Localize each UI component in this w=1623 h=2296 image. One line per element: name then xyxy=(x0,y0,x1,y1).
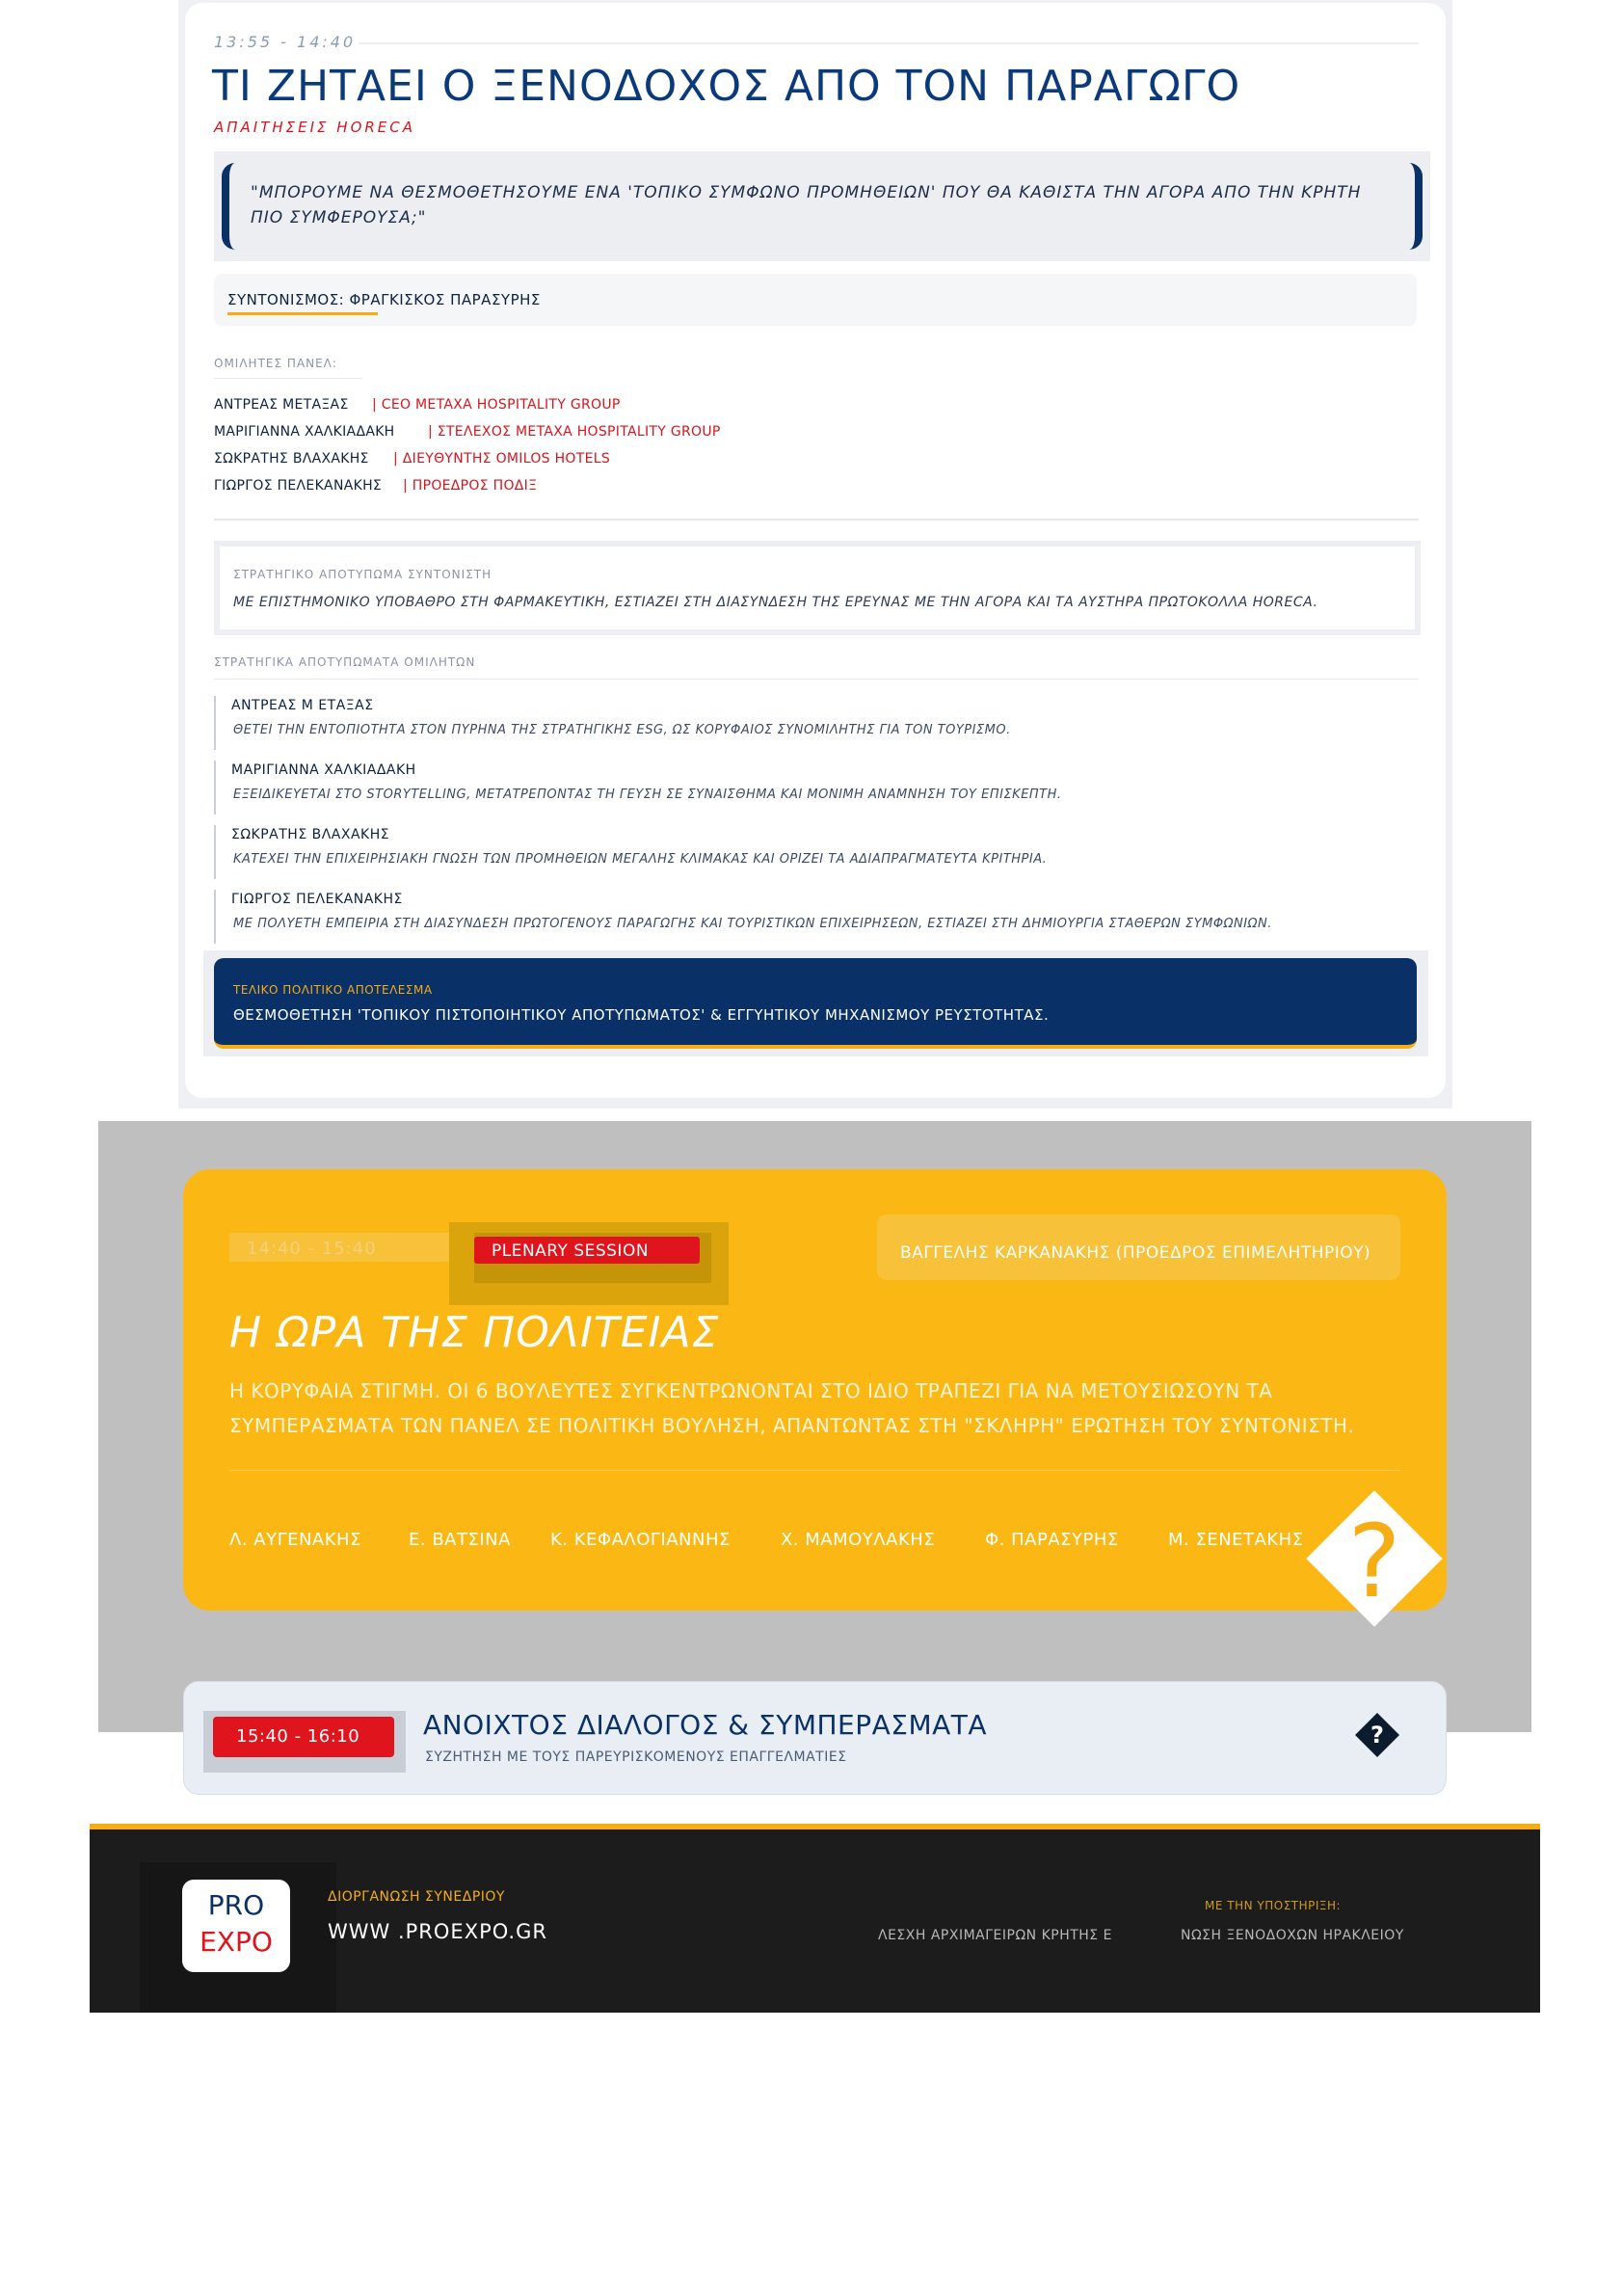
plenary-card xyxy=(183,1169,1447,1611)
speaker-profiles-line xyxy=(214,679,1419,680)
section-divider xyxy=(214,519,1419,521)
plenary-moderator-box xyxy=(877,1215,1400,1280)
dialog-time-badge xyxy=(213,1717,394,1757)
speaker-name: ΣΩΚΡΑΤΗΣ ΒΛΑΧΑΚΗΣ xyxy=(214,451,369,467)
key-question-frame xyxy=(222,163,1423,250)
organizer-website[interactable]: WWW .PROEXPO.GR xyxy=(328,1920,547,1943)
speaker-profile-name: ΣΩΚΡΑΤΗΣ ΒΛΑΧΑΚΗΣ xyxy=(231,827,390,842)
moderator-profile-inner xyxy=(220,547,1415,629)
speaker-profile-text: ΘΕΤΕΙ ΤΗΝ ΕΝΤΟΠΙΟΤΗΤΑ ΣΤΟΝ ΠΥΡΗΝΑ ΤΗΣ ΣΤΡΑΤΗΓΙΚΗΣ ESG, ΩΣ ΚΟΡΥΦΑΙΟΣ ΣΥΝΟΜΙΛΗΤΗΣ ΓΙΑ ΤΟΝ ΤΟΥΡΙΣΜΟ. xyxy=(233,723,1011,737)
plenary-description: Η ΚΟΡΥΦΑΙΑ ΣΤΙΓΜΗ. ΟΙ 6 ΒΟΥΛΕΥΤΕΣ ΣΥΓΚΕΝΤΡΩΝΟΝΤΑΙ ΣΤΟ ΙΔΙΟ ΤΡΑΠΕΖΙ ΓΙΑ ΝΑ ΜΕΤΟΥΣΙΩΣΟΥΝ ΤΑ ΣΥΜΠΕΡΑΣΜΑΤΑ ΤΩΝ ΠΑΝΕΛ ΣΕ ΠΟΛΙΤΙΚΗ ΒΟΥΛΗΣΗ, ΑΠΑΝΤΩΝΤΑΣ ΣΤΗ "ΣΚΛΗΡΗ" ΕΡΩΤΗΣΗ ΤΟΥ ΣΥΝΤΟΝΙΣΤΗ. xyxy=(229,1379,1355,1437)
question-mark-icon: ? xyxy=(1347,1503,1401,1620)
plenary-title: Η ΩΡΑ ΤΗΣ ΠΟΛΙΤΕΙΑΣ xyxy=(229,1308,720,1357)
supporter-name: ΝΩΣΗ ΞΕΝΟΔΟΧΩΝ ΗΡΑΚΛΕΙΟΥ xyxy=(1181,1928,1404,1943)
plenary-moderator: ΒΑΓΓΕΛΗΣ ΚΑΡΚΑΝΑΚΗΣ (ΠΡΟΕΔΡΟΣ ΕΠΙΜΕΛΗΤΗΡΙΟΥ) xyxy=(900,1243,1371,1263)
dialog-subtitle: ΣΥΖΗΤΗΣΗ ΜΕ ΤΟΥΣ ΠΑΡΕΥΡΙΣΚΟΜΕΝΟΥΣ ΕΠΑΓΓΕΛΜΑΤΙΕΣ xyxy=(425,1749,847,1765)
footer xyxy=(90,1829,1540,2013)
speaker-profile-text: ΚΑΤΕΧΕΙ ΤΗΝ ΕΠΙΧΕΙΡΗΣΙΑΚΗ ΓΝΩΣΗ ΤΩΝ ΠΡΟΜΗΘΕΙΩΝ ΜΕΓΑΛΗΣ ΚΛΙΜΑΚΑΣ ΚΑΙ ΟΡΙΖΕΙ ΤΑ ΑΔΙΑΠΡΑΓΜΑΤΕΥΤΑ ΚΡΙΤΗΡΙΑ. xyxy=(233,852,1048,867)
speaker-role: | CEO METAXA HOSPITALITY GROUP xyxy=(372,397,621,413)
plenary-speaker: Μ. ΣΕΝΕΤΑΚΗΣ xyxy=(1168,1530,1304,1550)
dialog-time: 15:40 - 16:10 xyxy=(236,1726,360,1747)
speaker-profile-name: ΑΝΤΡΕΑΣ Μ ΕΤΑΞΑΣ xyxy=(231,698,374,713)
speaker-profile-name: ΓΙΩΡΓΟΣ ΠΕΛΕΚΑΝΑΚΗΣ xyxy=(231,892,403,907)
plenary-time-box xyxy=(229,1233,451,1262)
moderator-profile-label: ΣΤΡΑΤΗΓΙΚΟ ΑΠΟΤΥΠΩΜΑ ΣΥΝΤΟΝΙΣΤΗ xyxy=(233,568,492,581)
logo-pro-text: PRO xyxy=(207,1889,265,1921)
moderator-box xyxy=(214,274,1417,326)
moderator-profile-text: ΜΕ ΕΠΙΣΤΗΜΟΝΙΚΟ ΥΠΟΒΑΘΡΟ ΣΤΗ ΦΑΡΜΑΚΕΥΤΙΚΗ, ΕΣΤΙΑΖΕΙ ΣΤΗ ΔΙΑΣΥΝΔΕΣΗ ΤΗΣ ΕΡΕΥΝΑΣ ΜΕ ΤΗΝ ΑΓΟΡΑ ΚΑΙ ΤΑ ΑΥΣΤΗΡΑ ΠΡΩΤΟΚΟΛΛΑ HORECA. xyxy=(233,595,1318,610)
plenary-speaker: Ε. ΒΑΤΣΙΝΑ xyxy=(409,1530,511,1550)
plenary-speaker: Κ. ΚΕΦΑΛΟΓΙΑΝΝΗΣ xyxy=(550,1530,731,1550)
unknown-glyph-icon xyxy=(1353,1711,1401,1759)
speaker-role: | ΣΤΕΛΕΧΟΣ METAXA HOSPITALITY GROUP xyxy=(428,424,721,440)
supporter-name: ΛΕΣΧΗ ΑΡΧΙΜΑΓΕΙΡΩΝ ΚΡΗΤΗΣ Ε xyxy=(878,1928,1112,1943)
speakers-heading: ΟΜΙΛΗΤΕΣ ΠΑΝΕΛ: xyxy=(214,357,337,370)
logo-expo-text: EXPO xyxy=(200,1926,273,1958)
speaker-role: | ΠΡΟΕΔΡΟΣ ΠΟΔΙΞ xyxy=(403,478,538,494)
moderator-profile-box xyxy=(214,541,1421,635)
speaker-profile xyxy=(214,761,1419,814)
speaker-profile-name: ΜΑΡΙΓΙΑΝΝΑ ΧΑΛΚΙΑΔΑΚΗ xyxy=(231,762,416,778)
speaker-name: ΜΑΡΙΓΙΑΝΝΑ ΧΑΛΚΙΑΔΑΚΗ xyxy=(214,424,395,440)
speakers-heading-line xyxy=(214,378,362,379)
speaker-name: ΓΙΩΡΓΟΣ ΠΕΛΕΚΑΝΑΚΗΣ xyxy=(214,478,383,494)
proexpo-logo xyxy=(182,1880,290,1972)
session-subtitle: ΑΠΑΙΤΗΣΕΙΣ HORECA xyxy=(214,119,416,136)
speaker-name: ΑΝΤΡΕΑΣ ΜΕΤΑΞΑΣ xyxy=(214,397,349,413)
session-title: ΤΙ ΖΗΤΑΕΙ Ο ΞΕΝΟΔΟΧΟΣ ΑΠΟ ΤΟΝ ΠΑΡΑΓΩΓΟ xyxy=(212,62,1241,111)
result-label: ΤΕΛΙΚΟ ΠΟΛΙΤΙΚΟ ΑΠΟΤΕΛΕΣΜΑ xyxy=(233,983,433,997)
result-box xyxy=(214,958,1417,1049)
plenary-speaker: Χ. ΜΑΜΟΥΛΑΚΗΣ xyxy=(781,1530,936,1550)
plenary-speaker: Φ. ΠΑΡΑΣΥΡΗΣ xyxy=(985,1530,1119,1550)
speaker-profiles-heading: ΣΤΡΑΤΗΓΙΚΑ ΑΠΟΤΥΠΩΜΑΤΑ ΟΜΙΛΗΤΩΝ xyxy=(214,655,476,669)
time-divider xyxy=(359,42,1419,44)
plenary-badge-label: PLENARY SESSION xyxy=(492,1241,650,1261)
session-time: 13:55 - 14:40 xyxy=(214,33,357,51)
plenary-badge xyxy=(474,1237,700,1264)
plenary-speaker: Λ. ΑΥΓΕΝΑΚΗΣ xyxy=(229,1530,361,1550)
result-text: ΘΕΣΜΟΘΕΤΗΣΗ 'ΤΟΠΙΚΟΥ ΠΙΣΤΟΠΟΙΗΤΙΚΟΥ ΑΠΟΤΥΠΩΜΑΤΟΣ' & ΕΓΓΥΗΤΙΚΟΥ ΜΗΧΑΝΙΣΜΟΥ ΡΕΥΣΤΟΤΗΤΑΣ. xyxy=(233,1006,1050,1024)
moderator-underline xyxy=(227,312,378,315)
plenary-divider xyxy=(229,1470,1400,1471)
speaker-profile-text: ΕΞΕΙΔΙΚΕΥΕΤΑΙ ΣΤΟ STORYTELLING, ΜΕΤΑΤΡΕΠΟΝΤΑΣ ΤΗ ΓΕΥΣΗ ΣΕ ΣΥΝΑΙΣΘΗΜΑ ΚΑΙ ΜΟΝΙΜΗ ΑΝΑΜΝΗΣΗ ΤΟΥ ΕΠΙΣΚΕΠΤΗ. xyxy=(233,788,1062,802)
plenary-time: 14:40 - 15:40 xyxy=(247,1239,377,1259)
svg-text:?: ? xyxy=(1370,1722,1384,1749)
key-question-text: "ΜΠΟΡΟΥΜΕ ΝΑ ΘΕΣΜΟΘΕΤΗΣΟΥΜΕ ΕΝΑ 'ΤΟΠΙΚΟ ΣΥΜΦΩΝΟ ΠΡΟΜΗΘΕΙΩΝ' ΠΟΥ ΘΑ ΚΑΘΙΣΤΑ ΤΗΝ ΑΓΟΡΑ ΑΠΟ ΤΗΝ ΚΡΗΤΗ ΠΙΟ ΣΥΜΦΕΡΟΥΣΑ;" xyxy=(251,183,1362,227)
key-question-box xyxy=(214,151,1430,261)
speaker-profile-text: ΜΕ ΠΟΛΥΕΤΗ ΕΜΠΕΙΡΙΑ ΣΤΗ ΔΙΑΣΥΝΔΕΣΗ ΠΡΩΤΟΓΕΝΟΥΣ ΠΑΡΑΓΩΓΗΣ ΚΑΙ ΤΟΥΡΙΣΤΙΚΩΝ ΕΠΙΧΕΙΡΗΣΕΩΝ, ΕΣΤΙΑΖΕΙ ΣΤΗ ΔΗΜΙΟΥΡΓΙΑ ΣΤΑΘΕΡΩΝ ΣΥΜΦΩΝΙΩΝ. xyxy=(233,917,1272,931)
speaker-profile xyxy=(214,890,1419,944)
support-label: ΜΕ ΤΗΝ ΥΠΟΣΤΗΡΙΞΗ: xyxy=(1205,1899,1342,1912)
session-time-row xyxy=(214,33,1419,54)
speaker-role: | ΔΙΕΥΘΥΝΤΗΣ OMILOS HOTELS xyxy=(393,451,611,467)
moderator-label: ΣΥΝΤΟΝΙΣΜΟΣ: ΦΡΑΓΚΙΣΚΟΣ ΠΑΡΑΣΥΡΗΣ xyxy=(227,291,541,308)
dialog-card xyxy=(183,1681,1447,1795)
speaker-profile xyxy=(214,825,1419,879)
dialog-title: ΑΝΟΙΧΤΟΣ ΔΙΑΛΟΓΟΣ & ΣΥΜΠΕΡΑΣΜΑΤΑ xyxy=(423,1709,988,1741)
organizer-label: ΔΙΟΡΓΑΝΩΣΗ ΣΥΝΕΔΡΙΟΥ xyxy=(328,1889,505,1905)
speaker-profile xyxy=(214,696,1419,750)
